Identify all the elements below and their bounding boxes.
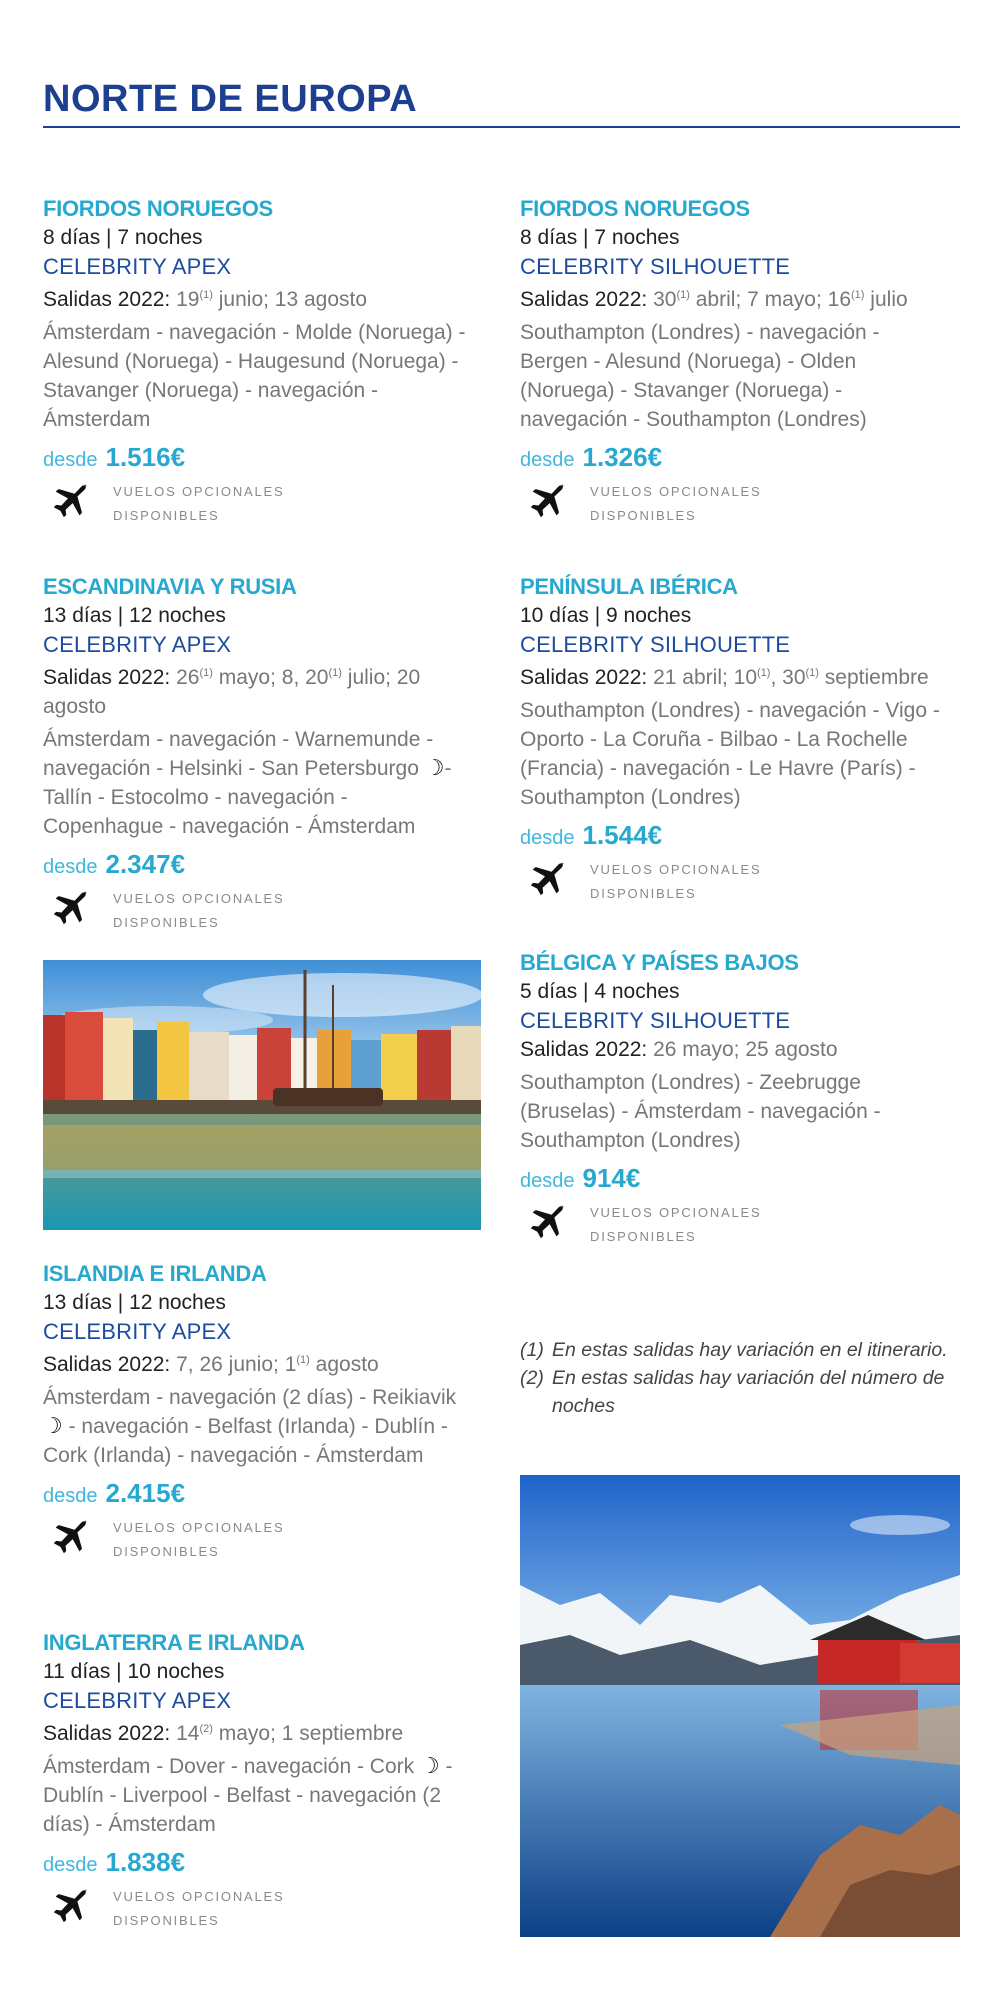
cruise-title: INGLATERRA E IRLANDA: [43, 1630, 305, 1655]
departures-label: Salidas 2022:: [43, 1722, 171, 1745]
footnote-number: (2): [520, 1367, 544, 1389]
title-divider: [43, 126, 960, 128]
departure-dates: 19: [176, 288, 200, 311]
harbor-photo: [43, 960, 481, 1230]
footnote-ref: (1): [199, 289, 213, 301]
departure-dates: 26: [176, 666, 200, 689]
departures-label: Salidas 2022:: [520, 1038, 648, 1061]
cruise-title: ISLANDIA E IRLANDA: [43, 1261, 267, 1286]
ship-name: CELEBRITY APEX: [43, 1319, 232, 1344]
price-row: [43, 1847, 473, 1881]
cruise-card: [520, 573, 950, 908]
optional-flights: [520, 1201, 950, 1251]
ship-name: CELEBRITY APEX: [43, 1688, 232, 1713]
optional-flights-label: VUELOS OPCIONALES DISPONIBLES: [113, 484, 285, 523]
footnotes: [520, 1336, 960, 1420]
departures-label: Salidas 2022:: [43, 666, 171, 689]
desde-label: desde: [43, 1854, 98, 1876]
airplane-icon: [47, 480, 91, 524]
departure-dates: 26 mayo; 25 agosto: [653, 1038, 838, 1061]
itinerary: [520, 318, 950, 434]
departures: [43, 1346, 473, 1379]
route-segment: Southampton (Londres) - navegación - Bergen - Alesund (Noruega) - Olden (Noruega) - Stavanger (Noruega) - navegación - Southampton (Londres): [520, 321, 880, 431]
footnote-text: En estas salidas hay variación en el itinerario.: [552, 1339, 948, 1361]
ship-name: CELEBRITY SILHOUETTE: [520, 254, 791, 279]
cruise-card: [43, 195, 473, 530]
price: 1.326€: [582, 442, 663, 472]
cruise-title: ESCANDINAVIA Y RUSIA: [43, 574, 297, 599]
ship-name: CELEBRITY APEX: [43, 254, 232, 279]
price-row: [43, 442, 473, 476]
footnote: [520, 1336, 960, 1364]
route-segment: - navegación - Belfast (Irlanda) - Dublín - Cork (Irlanda) - navegación - Ámsterdam: [43, 1415, 448, 1467]
desde-label: desde: [520, 449, 575, 471]
route-segment: Ámsterdam - navegación - Warnemunde - navegación - Helsinki - San Petersburgo: [43, 728, 434, 780]
departures-label: Salidas 2022:: [43, 288, 171, 311]
route-segment: Southampton (Londres) - Zeebrugge (Bruselas) - Ámsterdam - navegación - Southampton (Londres): [520, 1071, 881, 1152]
cruise-title: PENÍNSULA IBÉRICA: [520, 574, 738, 599]
cruise-card: [43, 1260, 473, 1566]
airplane-icon: [524, 1201, 568, 1245]
departures-label: Salidas 2022:: [43, 1353, 171, 1376]
departure-dates: 7, 26 junio; 1: [176, 1353, 297, 1376]
desde-label: desde: [520, 827, 575, 849]
page-title: NORTE DE EUROPA: [43, 78, 418, 120]
departure-dates: julio; 20 agosto: [43, 666, 421, 718]
departures-label: Salidas 2022:: [520, 666, 648, 689]
cruise-duration: 8 días | 7 noches: [520, 226, 680, 249]
departures: [520, 1035, 950, 1064]
departures-label: Salidas 2022:: [520, 288, 648, 311]
route-segment: Southampton (Londres) - navegación - Vigo - Oporto - La Coruña - Bilbao - La Rochelle (Francia) - navegación - Le Havre (París) - Southampton (Londres): [520, 699, 940, 809]
airplane-icon: [47, 1885, 91, 1929]
route-segment: Ámsterdam - navegación (2 días) - Reikiavik: [43, 1386, 457, 1409]
moon-icon: ☽: [43, 1413, 63, 1438]
footnote-ref: (1): [851, 289, 865, 301]
cruise-card: [520, 949, 950, 1251]
departure-dates: agosto: [309, 1353, 379, 1376]
cruise-duration: 10 días | 9 noches: [520, 604, 692, 627]
price-row: [520, 820, 950, 854]
departure-dates: , 30: [770, 666, 806, 689]
departures: [43, 659, 473, 721]
departure-dates: mayo; 1 septiembre: [212, 1722, 404, 1745]
harbor-image: [43, 960, 481, 1230]
cruise-title: FIORDOS NORUEGOS: [43, 196, 273, 221]
cruise-duration: 13 días | 12 noches: [43, 1291, 226, 1314]
optional-flights-label: VUELOS OPCIONALES DISPONIBLES: [590, 484, 762, 523]
airplane-icon: [524, 858, 568, 902]
route-segment: Ámsterdam - Dover - navegación - Cork: [43, 1755, 420, 1778]
price: 1.838€: [105, 1847, 186, 1877]
cruise-duration: 13 días | 12 noches: [43, 604, 226, 627]
footnote-text: En estas salidas hay variación del número de noches: [552, 1367, 945, 1417]
desde-label: desde: [43, 1485, 98, 1507]
optional-flights: [43, 887, 473, 937]
desde-label: desde: [43, 856, 98, 878]
ship-name: CELEBRITY SILHOUETTE: [520, 632, 791, 657]
cruise-card: [43, 1629, 473, 1935]
footnote-ref: (2): [199, 1723, 213, 1735]
footnote-ref: (1): [296, 1354, 310, 1366]
itinerary: [43, 1383, 473, 1470]
ship-name: CELEBRITY APEX: [43, 632, 232, 657]
optional-flights: [43, 1885, 473, 1935]
footnote-ref: (1): [199, 667, 213, 679]
departure-dates: julio: [864, 288, 908, 311]
optional-flights: [43, 480, 473, 530]
moon-icon: ☽: [424, 755, 445, 780]
price-row: [520, 442, 950, 476]
fjord-image: [520, 1475, 960, 1937]
desde-label: desde: [520, 1170, 575, 1192]
cruise-card: [43, 573, 473, 937]
optional-flights: [520, 480, 950, 530]
footnote: [520, 1364, 960, 1420]
route-segment: - Tallín - Estocolmo - navegación - Copenhague - navegación - Ámsterdam: [43, 757, 452, 838]
price: 2.415€: [105, 1478, 186, 1508]
cruise-duration: 8 días | 7 noches: [43, 226, 203, 249]
moon-icon: ☽: [419, 1753, 440, 1778]
price-row: [43, 1478, 473, 1512]
departures: [520, 281, 950, 314]
footnote-ref: (1): [805, 667, 819, 679]
cruise-duration: 11 días | 10 noches: [43, 1660, 225, 1683]
departures: [43, 1715, 473, 1748]
itinerary: [520, 696, 950, 812]
fjord-photo: [520, 1475, 960, 1937]
itinerary: [43, 318, 473, 434]
airplane-icon: [524, 480, 568, 524]
cruise-card: [520, 195, 950, 530]
optional-flights: [520, 858, 950, 908]
price-row: [43, 849, 473, 883]
desde-label: desde: [43, 449, 98, 471]
price: 914€: [582, 1163, 641, 1193]
price: 1.544€: [582, 820, 663, 850]
itinerary: [520, 1068, 950, 1155]
optional-flights-label: VUELOS OPCIONALES DISPONIBLES: [113, 891, 285, 930]
optional-flights-label: VUELOS OPCIONALES DISPONIBLES: [590, 1205, 762, 1244]
itinerary: [43, 1752, 473, 1839]
price: 1.516€: [105, 442, 186, 472]
departure-dates: 30: [653, 288, 677, 311]
price-row: [520, 1163, 950, 1197]
price: 2.347€: [105, 849, 186, 879]
departure-dates: mayo; 8, 20: [212, 666, 329, 689]
airplane-icon: [47, 1516, 91, 1560]
footnote-ref: (1): [757, 667, 771, 679]
optional-flights: [43, 1516, 473, 1566]
footnote-number: (1): [520, 1339, 544, 1361]
departure-dates: junio; 13 agosto: [212, 288, 368, 311]
itinerary: [43, 725, 473, 841]
cruise-title: BÉLGICA Y PAÍSES BAJOS: [520, 950, 799, 975]
departure-dates: 21 abril; 10: [653, 666, 758, 689]
ship-name: CELEBRITY SILHOUETTE: [520, 1008, 791, 1033]
route-segment: - Dublín - Liverpool - Belfast - navegación (2 días) - Ámsterdam: [43, 1755, 453, 1836]
route-segment: Ámsterdam - navegación - Molde (Noruega) - Alesund (Noruega) - Haugesund (Noruega) - Stavanger (Noruega) - navegación - Ámsterdam: [43, 321, 466, 431]
optional-flights-label: VUELOS OPCIONALES DISPONIBLES: [113, 1889, 285, 1928]
departure-dates: abril; 7 mayo; 16: [689, 288, 852, 311]
departures: [520, 659, 950, 692]
footnote-ref: (1): [676, 289, 690, 301]
departure-dates: septiembre: [818, 666, 929, 689]
departure-dates: 14: [176, 1722, 200, 1745]
airplane-icon: [47, 887, 91, 931]
optional-flights-label: VUELOS OPCIONALES DISPONIBLES: [113, 1520, 285, 1559]
departures: [43, 281, 473, 314]
footnote-ref: (1): [328, 667, 342, 679]
optional-flights-label: VUELOS OPCIONALES DISPONIBLES: [590, 862, 762, 901]
cruise-title: FIORDOS NORUEGOS: [520, 196, 750, 221]
cruise-duration: 5 días | 4 noches: [520, 980, 680, 1003]
